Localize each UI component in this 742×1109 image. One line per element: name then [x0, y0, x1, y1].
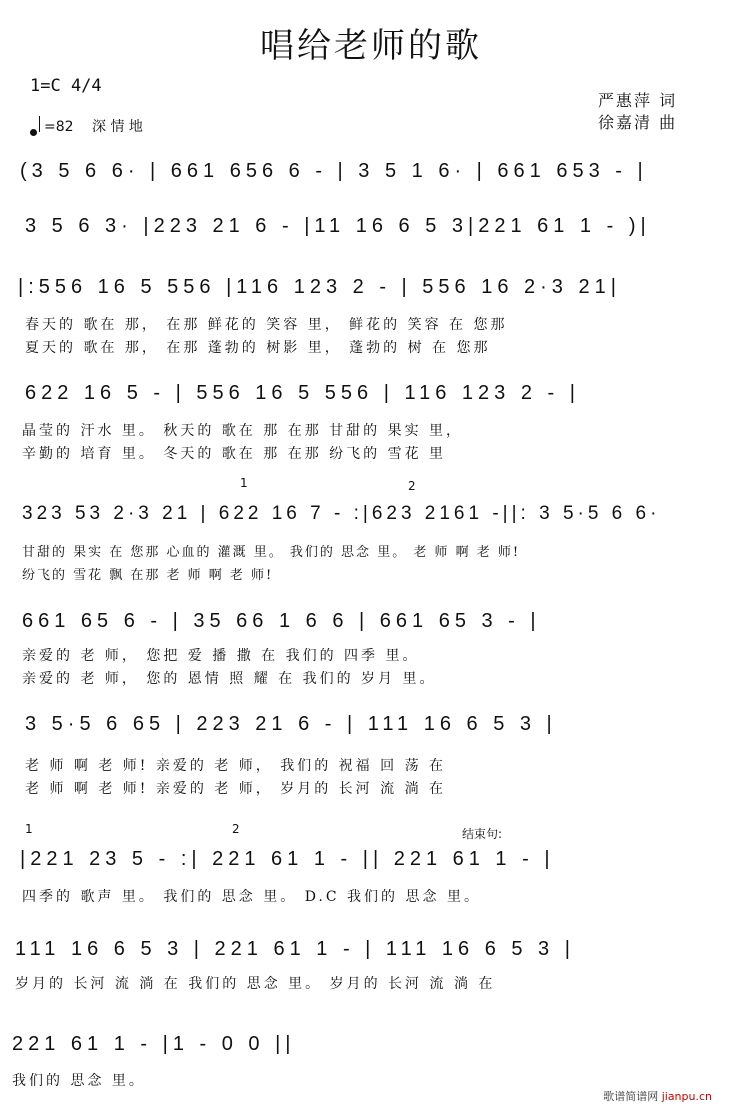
- footer-url: jianpu.cn: [661, 1090, 712, 1103]
- score-line-7-lyrics-1: 老 师 啊 老 师! 亲爱的 老 师， 我们的 祝福 回 荡 在: [25, 758, 447, 774]
- score-line-7-notes: 3 5·5 6 65 | 223 21 6 - | 111 16 6 5 3 |: [25, 713, 557, 735]
- volta-1-label: 1: [240, 476, 248, 490]
- footer-site: 歌谱简谱网: [603, 1090, 659, 1103]
- lyricist: 严惠萍 词: [598, 91, 678, 110]
- score-line-9-lyrics-1: 岁月的 长河 流 淌 在 我们的 思念 里。 岁月的 长河 流 淌 在: [15, 976, 496, 992]
- score-line-4-lyrics-1: 晶莹的 汗水 里。 秋天的 歌在 那 在那 甘甜的 果实 里，: [22, 423, 464, 439]
- score-line-4-lyrics-2: 辛勤的 培育 里。 冬天的 歌在 那 在那 纷飞的 雪花 里: [22, 446, 447, 462]
- score-line-3-lyrics-2: 夏天的 歌在 那， 在那 蓬勃的 树影 里， 蓬勃的 树 在 您那: [25, 340, 491, 356]
- score-line-5-notes: 323 53 2·3 21 | 622 16 7 - :|623 2161 -||: 3 5·5 6 6·: [22, 503, 661, 524]
- score-line-6-lyrics-1: 亲爱的 老 师， 您把 爱 播 撒 在 我们的 四季 里。: [22, 648, 420, 664]
- score-line-5-lyrics-2: 纷飞的 雪花 飘 在那 老 师 啊 老 师!: [22, 568, 274, 583]
- score-line-1-notes: (3 5 6 6· | 661 656 6 - | 3 5 1 6· | 661 653 - |: [20, 160, 648, 182]
- page-title: 唱给老师的歌: [260, 26, 482, 66]
- quarter-note-icon: [30, 129, 37, 136]
- score-line-6-lyrics-2: 亲爱的 老 师， 您的 恩情 照 耀 在 我们的 岁月 里。: [22, 671, 437, 687]
- score-line-10-lyrics-1: 我们的 思念 里。: [12, 1073, 146, 1089]
- tempo: [30, 116, 143, 136]
- note-stem-icon: [39, 116, 40, 132]
- score-line-7-lyrics-2: 老 师 啊 老 师! 亲爱的 老 师， 岁月的 长河 流 淌 在: [25, 781, 447, 797]
- score-line-10-notes: 221 61 1 - |1 - 0 0 ||: [12, 1033, 296, 1055]
- score-line-6-notes: 661 65 6 - | 35 66 1 6 6 | 661 65 3 - |: [22, 610, 541, 632]
- volta-2-label: 2: [408, 479, 416, 493]
- tempo-mark: 深 情 地: [92, 119, 143, 135]
- score-line-3-notes: |:556 16 5 556 |116 123 2 - | 556 16 2·3 21|: [18, 276, 621, 298]
- footer-watermark: [603, 1088, 712, 1104]
- volta-2-label-2: 2: [232, 822, 240, 836]
- key-signature: 1=C 4/4: [30, 76, 102, 96]
- score-line-9-notes: 111 16 6 5 3 | 221 61 1 - | 111 16 6 5 3 |: [15, 938, 575, 960]
- score-line-4-notes: 622 16 5 - | 556 16 5 556 | 116 123 2 - |: [25, 382, 580, 404]
- ending-label: 结束句:: [462, 827, 503, 841]
- composer: 徐嘉清 曲: [598, 113, 678, 132]
- score-line-2-notes: 3 5 6 3· |223 21 6 - |11 16 6 5 3|221 61 1 - )|: [25, 215, 651, 237]
- tempo-value: =82: [44, 119, 74, 135]
- score-line-5-lyrics-1: 甘甜的 果实 在 您那 心血的 灌溉 里。 我们的 思念 里。 老 师 啊 老 师!: [22, 545, 521, 560]
- volta-1-label-2: 1: [25, 822, 33, 836]
- score-line-3-lyrics-1: 春天的 歌在 那， 在那 鲜花的 笑容 里， 鲜花的 笑容 在 您那: [25, 317, 508, 333]
- score-line-8-lyrics-1: 四季的 歌声 里。 我们的 思念 里。 D.C 我们的 思念 里。: [22, 889, 481, 905]
- score-line-8-notes: |221 23 5 - :| 221 61 1 - || 221 61 1 - |: [20, 848, 555, 870]
